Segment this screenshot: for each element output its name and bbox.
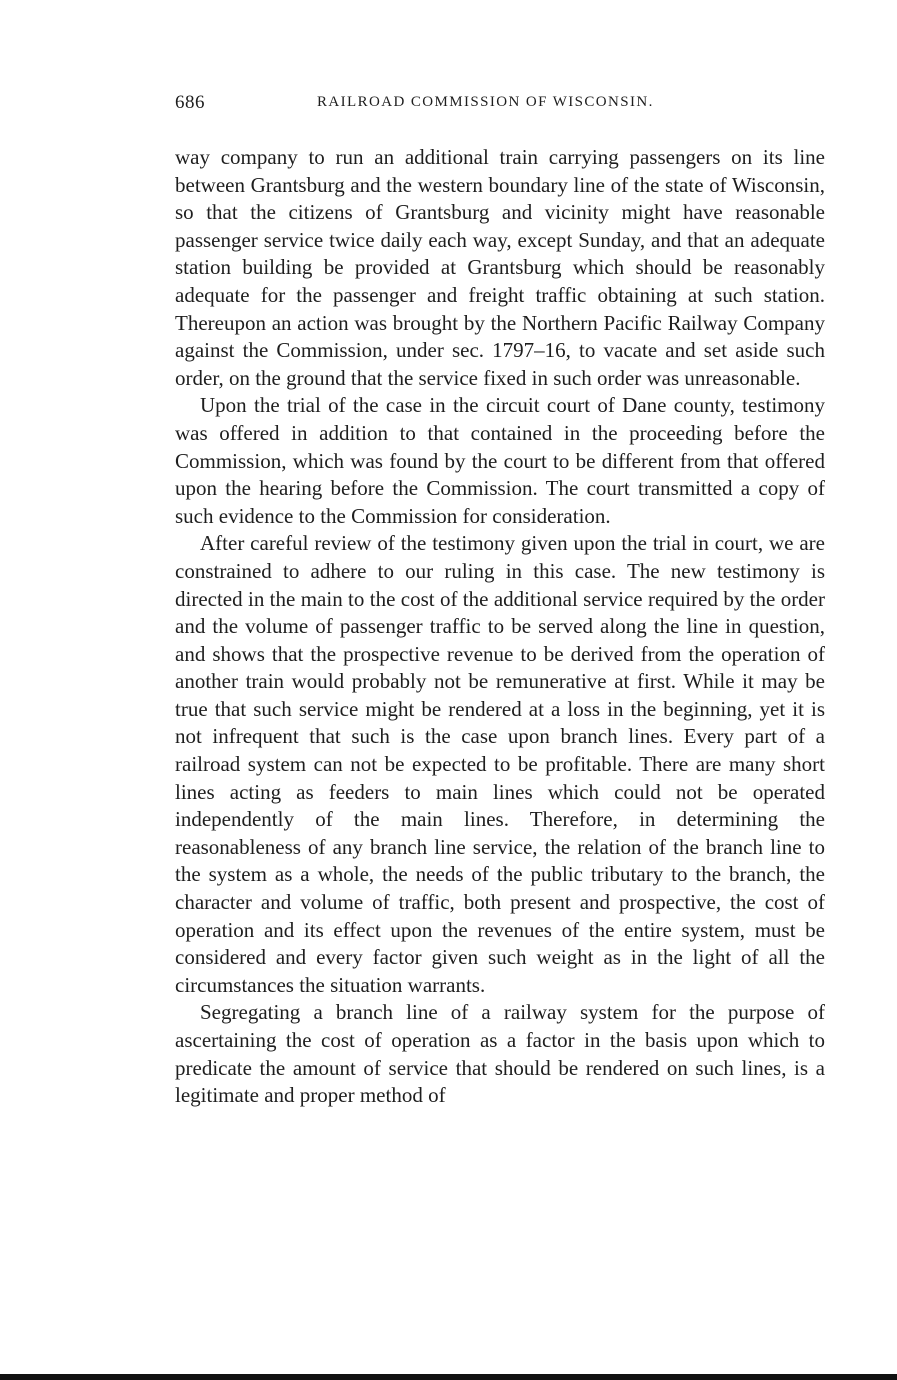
paragraph: Segregating a branch line of a railway system for the purpose of ascertaining the cost of operation as a factor in the basis upon which to predicate the amount of service that should be rendered on such lines, is a legitimate and proper method of: [175, 1000, 825, 1108]
page-number: 686: [175, 92, 205, 113]
running-head: [175, 92, 825, 118]
body-text: [175, 144, 825, 1110]
paragraph: After careful review of the testimony given upon the trial in court, we are constrained to adhere to our ruling in this case. The new testimony is directed in the main to the cost of the additional service required by the order and the volume of passenger traffic to be served along the line in question, and shows that the prospective revenue to be derived from the operation of another train would probably not be remunerative at first. While it may be true that such service might be rendered at a loss in the beginning, yet it is not infrequent that such is the case upon branch lines. Every part of a railroad system can not be expected to be profitable. There are many short lines acting as feeders to main lines which could not be operated independently of the main lines. Therefore, in determining the reasonableness of any branch line service, the relation of the branch line to the system as a whole, the needs of the public tributary to the branch, the character and volume of traffic, both present and prospective, the cost of operation and its effect upon the revenues of the entire system, must be considered and every factor given such weight as in the light of all the circumstances the situation warrants.: [175, 531, 825, 997]
running-title: RAILROAD COMMISSION OF WISCONSIN.: [317, 94, 654, 110]
paragraph: Upon the trial of the case in the circuit court of Dane county, testimony was offered in addition to that contained in the proceeding before the Commission, which was found by the court to be different from that offered upon the hearing before the Commission. The court transmitted a copy of such evidence to the Commission for consideration.: [175, 393, 825, 528]
paragraph-continuation: way company to run an additional train carrying passengers on its line between Grantsburg and the western boundary line of the state of Wisconsin, so that the citizens of Grantsburg and vicinity might have reasonable passenger service twice daily each way, except Sunday, and that an adequate station building be provided at Grantsburg which should be reasonably adequate for the passenger and freight traffic obtaining at such station. Thereupon an action was brought by the Northern Pacific Railway Company against the Commission, under sec. 1797–16, to vacate and set aside such order, on the ground that the service fixed in such order was unreasonable.: [175, 145, 825, 390]
scan-edge-divider: [0, 1374, 897, 1380]
